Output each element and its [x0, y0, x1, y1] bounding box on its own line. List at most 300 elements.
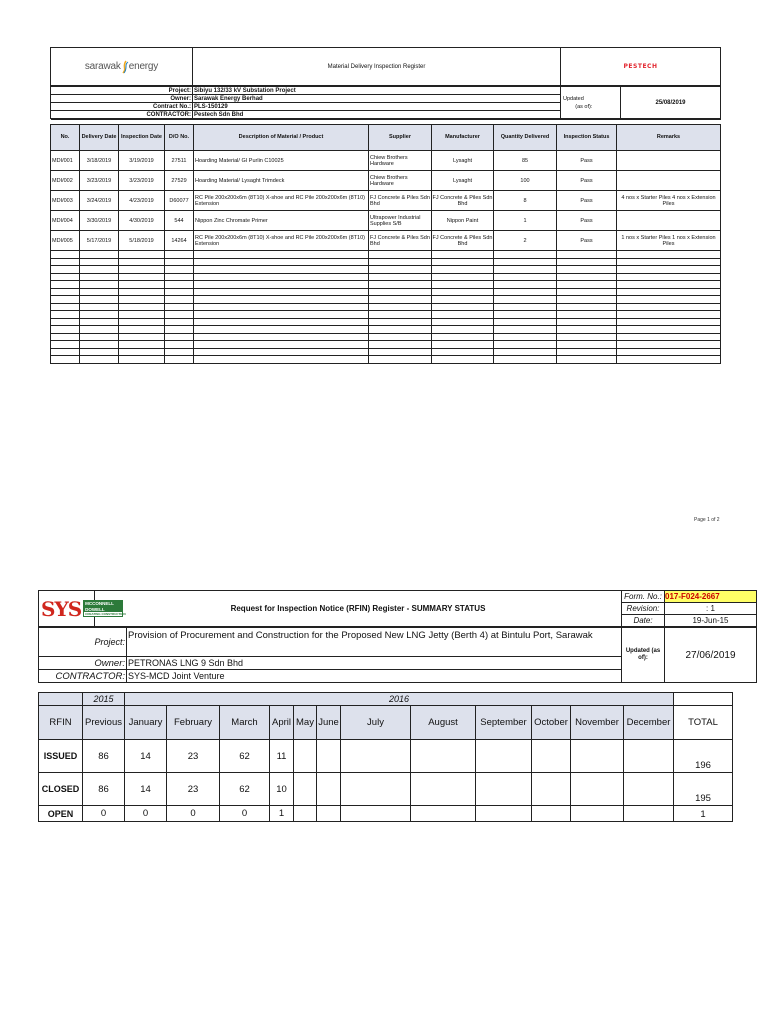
- owner-label: Owner:: [51, 95, 193, 103]
- rfin-cell: [294, 740, 317, 773]
- empty-row: [51, 311, 721, 319]
- empty-row: [51, 326, 721, 334]
- cell-manufacturer: Lysaght: [432, 151, 494, 171]
- empty-cell: [617, 303, 721, 311]
- cell-remarks: 1 nos x Starter Piles 1 nos x Extension Piles: [617, 231, 721, 251]
- empty-row: [51, 288, 721, 296]
- empty-cell: [80, 281, 119, 289]
- sys-mcd-logo: [39, 591, 126, 627]
- rfin-owner-label: Owner:: [39, 657, 127, 670]
- empty-cell: [51, 333, 80, 341]
- mdi-col-header: Delivery Date: [80, 125, 119, 151]
- empty-cell: [119, 303, 165, 311]
- energy-swirl-icon: [121, 60, 129, 74]
- cell-no: MDI/005: [51, 231, 80, 251]
- empty-cell: [51, 288, 80, 296]
- cell-inspection: 3/19/2019: [119, 151, 165, 171]
- cell-supplier: FJ Concrete & Piles Sdn Bhd: [369, 191, 432, 211]
- empty-row: [51, 281, 721, 289]
- empty-cell: [617, 341, 721, 349]
- rfin-row-label: CLOSED: [39, 773, 83, 806]
- page-number: Page 1 of 2: [694, 517, 720, 523]
- rfin-cell: [341, 773, 411, 806]
- empty-cell: [432, 311, 494, 319]
- mdi-column-headers: [51, 125, 721, 151]
- rfin-cell: 10: [270, 773, 294, 806]
- empty-cell: [194, 258, 369, 266]
- rfin-cell: [624, 740, 674, 773]
- table-row: [51, 171, 721, 191]
- empty-cell: [194, 326, 369, 334]
- rfin-cell: 11: [270, 740, 294, 773]
- rfin-cell: 14: [125, 773, 167, 806]
- rfin-col-header: Previous: [83, 706, 125, 740]
- empty-cell: [119, 356, 165, 364]
- empty-cell: [557, 251, 617, 259]
- sys-logo: SYS: [41, 596, 82, 621]
- rfin-cell: 23: [167, 740, 220, 773]
- mdi-col-header: Quantity Delivered: [494, 125, 557, 151]
- rfin-col-header: August: [411, 706, 476, 740]
- empty-cell: [119, 341, 165, 349]
- updated-value: 25/08/2019: [621, 87, 721, 119]
- empty-cell: [80, 266, 119, 274]
- rfin-cell: [411, 740, 476, 773]
- rfin-row-label: OPEN: [39, 806, 83, 822]
- empty-cell: [119, 258, 165, 266]
- empty-cell: [119, 333, 165, 341]
- cell-do: 27511: [165, 151, 194, 171]
- empty-cell: [80, 303, 119, 311]
- empty-cell: [165, 348, 194, 356]
- mdi-register-page: [50, 47, 720, 364]
- empty-cell: [119, 251, 165, 259]
- mdi-col-header: Inspection Date: [119, 125, 165, 151]
- empty-row: [51, 318, 721, 326]
- rfin-cell: [532, 806, 571, 822]
- table-row: [51, 151, 721, 171]
- rfin-cell: 0: [83, 806, 125, 822]
- rfin-summary-table: [38, 692, 733, 822]
- mcconnell-dowell-logo: [83, 600, 126, 617]
- empty-cell: [432, 288, 494, 296]
- empty-cell: [557, 281, 617, 289]
- rfin-cell: [317, 773, 341, 806]
- rfin-cell: 86: [83, 773, 125, 806]
- empty-cell: [432, 326, 494, 334]
- empty-cell: [432, 356, 494, 364]
- empty-cell: [51, 356, 80, 364]
- cell-delivery: 3/24/2019: [80, 191, 119, 211]
- cell-status: Pass: [557, 211, 617, 231]
- rfin-cell: [317, 740, 341, 773]
- rfin-cell: 0: [220, 806, 270, 822]
- rfin-col-header: April: [270, 706, 294, 740]
- rfin-register-page: [38, 590, 756, 822]
- empty-cell: [51, 341, 80, 349]
- mdi-table-body: [51, 151, 721, 364]
- cell-no: MDI/001: [51, 151, 80, 171]
- empty-cell: [165, 356, 194, 364]
- contract-value: PLS-150129: [193, 103, 561, 111]
- empty-cell: [494, 296, 557, 304]
- empty-cell: [369, 273, 432, 281]
- rfin-cell: 0: [167, 806, 220, 822]
- empty-cell: [80, 288, 119, 296]
- empty-cell: [369, 311, 432, 319]
- rfin-col-header: March: [220, 706, 270, 740]
- empty-cell: [557, 348, 617, 356]
- cell-manufacturer: FJ Concrete & Piles Sdn Bhd: [432, 231, 494, 251]
- empty-cell: [51, 303, 80, 311]
- rfin-cell: [317, 806, 341, 822]
- empty-cell: [165, 318, 194, 326]
- empty-cell: [617, 251, 721, 259]
- empty-cell: [617, 288, 721, 296]
- empty-cell: [80, 258, 119, 266]
- empty-cell: [194, 273, 369, 281]
- form-no-label: Form. No.:: [622, 591, 665, 603]
- empty-cell: [194, 251, 369, 259]
- empty-cell: [165, 311, 194, 319]
- empty-cell: [165, 296, 194, 304]
- empty-cell: [432, 258, 494, 266]
- sarawak-logo-text-a: sarawak: [84, 61, 121, 73]
- rfin-col-header: October: [532, 706, 571, 740]
- empty-row: [51, 303, 721, 311]
- empty-cell: [119, 288, 165, 296]
- empty-cell: [617, 326, 721, 334]
- empty-cell: [617, 281, 721, 289]
- empty-cell: [51, 266, 80, 274]
- empty-cell: [80, 326, 119, 334]
- empty-cell: [557, 273, 617, 281]
- cell-status: Pass: [557, 231, 617, 251]
- empty-cell: [194, 356, 369, 364]
- empty-cell: [119, 311, 165, 319]
- rfin-col-header: November: [571, 706, 624, 740]
- empty-cell: [51, 281, 80, 289]
- empty-cell: [119, 281, 165, 289]
- empty-row: [51, 333, 721, 341]
- cell-qty: 8: [494, 191, 557, 211]
- empty-cell: [617, 296, 721, 304]
- year-row-total-blank: [674, 693, 733, 706]
- empty-cell: [617, 356, 721, 364]
- cell-qty: 85: [494, 151, 557, 171]
- year-2016: 2016: [125, 693, 674, 706]
- rfin-updated-label: Updated (as of):: [622, 628, 665, 683]
- mdi-header-table: [50, 47, 721, 86]
- rfin-title: Request for Inspection Notice (RFIN) Register - SUMMARY STATUS: [95, 591, 622, 627]
- year-2015: 2015: [83, 693, 125, 706]
- cell-qty: 100: [494, 171, 557, 191]
- empty-cell: [557, 288, 617, 296]
- empty-cell: [432, 251, 494, 259]
- empty-cell: [119, 266, 165, 274]
- updated-label-text: Updated: [563, 95, 584, 102]
- empty-cell: [617, 273, 721, 281]
- empty-cell: [80, 333, 119, 341]
- empty-cell: [494, 348, 557, 356]
- rfin-col-header: RFIN: [39, 706, 83, 740]
- empty-cell: [369, 258, 432, 266]
- cell-desc: Nippon Zinc Chromate Primer: [194, 211, 369, 231]
- updated-label: [561, 87, 621, 119]
- cell-supplier: Chiew Brothers Hardware: [369, 151, 432, 171]
- rfin-contractor-label: CONTRACTOR:: [39, 670, 127, 683]
- empty-cell: [80, 273, 119, 281]
- cell-supplier: Chiew Brothers Hardware: [369, 171, 432, 191]
- empty-cell: [617, 348, 721, 356]
- owner-value: Sarawak Energy Berhad: [193, 95, 561, 103]
- empty-cell: [369, 266, 432, 274]
- empty-cell: [165, 341, 194, 349]
- empty-cell: [194, 348, 369, 356]
- empty-cell: [369, 251, 432, 259]
- rfin-row-closed: [39, 773, 733, 806]
- empty-cell: [432, 318, 494, 326]
- empty-cell: [369, 333, 432, 341]
- rfin-updated-value: 27/06/2019: [665, 628, 757, 683]
- rfin-cell: [341, 740, 411, 773]
- empty-cell: [369, 326, 432, 334]
- cell-no: MDI/002: [51, 171, 80, 191]
- empty-cell: [80, 341, 119, 349]
- rfin-row-open: [39, 806, 733, 822]
- cell-manufacturer: FJ Concrete & Piles Sdn Bhd: [432, 191, 494, 211]
- rfin-col-header: May: [294, 706, 317, 740]
- empty-cell: [494, 341, 557, 349]
- empty-cell: [51, 251, 80, 259]
- empty-cell: [369, 303, 432, 311]
- empty-cell: [432, 266, 494, 274]
- cell-no: MDI/004: [51, 211, 80, 231]
- rfin-cell: [411, 806, 476, 822]
- rfin-cell: 1: [270, 806, 294, 822]
- as-of-label: (as of):: [575, 103, 593, 110]
- empty-cell: [51, 296, 80, 304]
- rfin-cell: 62: [220, 740, 270, 773]
- empty-cell: [80, 251, 119, 259]
- contractor-label: CONTRACTOR:: [51, 111, 193, 119]
- cell-remarks: [617, 171, 721, 191]
- sarawak-energy-logo: [51, 48, 193, 86]
- empty-cell: [432, 273, 494, 281]
- empty-cell: [557, 311, 617, 319]
- rfin-cell: [571, 806, 624, 822]
- cell-no: MDI/003: [51, 191, 80, 211]
- empty-cell: [194, 296, 369, 304]
- rfin-col-header: February: [167, 706, 220, 740]
- mcd-logo-line1: MCCONNELL: [84, 601, 122, 607]
- rfin-cell: [532, 773, 571, 806]
- empty-cell: [119, 318, 165, 326]
- revision-value: : 1: [665, 603, 757, 615]
- empty-cell: [80, 296, 119, 304]
- table-row: [51, 191, 721, 211]
- rfin-cell: [341, 806, 411, 822]
- rfin-project-info: [38, 627, 757, 683]
- empty-cell: [165, 266, 194, 274]
- table-row: [51, 231, 721, 251]
- mdi-data-table: [50, 119, 721, 364]
- empty-cell: [557, 356, 617, 364]
- rfin-cell: [571, 773, 624, 806]
- empty-cell: [432, 348, 494, 356]
- date-label: Date:: [622, 615, 665, 627]
- cell-inspection: 3/23/2019: [119, 171, 165, 191]
- project-value: Sibiyu 132/33 kV Substation Project: [193, 87, 561, 95]
- empty-cell: [494, 326, 557, 334]
- empty-cell: [432, 296, 494, 304]
- cell-do: 14264: [165, 231, 194, 251]
- empty-cell: [557, 333, 617, 341]
- rfin-cell: [476, 740, 532, 773]
- rfin-col-header: December: [624, 706, 674, 740]
- cell-status: Pass: [557, 151, 617, 171]
- empty-cell: [194, 318, 369, 326]
- empty-cell: [557, 258, 617, 266]
- empty-row: [51, 251, 721, 259]
- rfin-table-body: [39, 740, 733, 822]
- date-value: 19-Jun-15: [665, 615, 757, 627]
- rfin-project-value: Provision of Procurement and Construction for the Proposed New LNG Jetty (Berth 4) at Bintulu Port, Sarawak: [127, 628, 622, 657]
- mdi-col-header: No.: [51, 125, 80, 151]
- empty-cell: [557, 318, 617, 326]
- form-no-value: 017-F024-2667: [665, 591, 757, 603]
- rfin-total-cell: 1: [674, 806, 733, 822]
- cell-delivery: 3/23/2019: [80, 171, 119, 191]
- empty-cell: [617, 258, 721, 266]
- empty-cell: [617, 318, 721, 326]
- empty-row: [51, 273, 721, 281]
- mdi-col-header: Description of Material / Product: [194, 125, 369, 151]
- empty-row: [51, 341, 721, 349]
- empty-cell: [80, 348, 119, 356]
- empty-cell: [494, 273, 557, 281]
- cell-desc: RC Pile 200x200x6m (8T10) X-shoe and RC Pile 200x200x6m (8T10) Extension: [194, 231, 369, 251]
- empty-cell: [557, 296, 617, 304]
- empty-cell: [369, 341, 432, 349]
- empty-cell: [194, 266, 369, 274]
- mcd-logo-tagline: CREATING CONSTRUCTION: [85, 612, 126, 616]
- cell-remarks: 4 nos x Starter Piles 4 nos x Extension Piles: [617, 191, 721, 211]
- empty-cell: [80, 318, 119, 326]
- sarawak-logo-text-b: energy: [128, 61, 159, 73]
- empty-cell: [165, 251, 194, 259]
- cell-supplier: FJ Concrete & Piles Sdn Bhd: [369, 231, 432, 251]
- rfin-col-header: TOTAL: [674, 706, 733, 740]
- rfin-cell: 14: [125, 740, 167, 773]
- empty-cell: [194, 333, 369, 341]
- empty-row: [51, 348, 721, 356]
- empty-row: [51, 258, 721, 266]
- rfin-row-issued: [39, 740, 733, 773]
- empty-cell: [194, 341, 369, 349]
- empty-cell: [369, 281, 432, 289]
- cell-manufacturer: Nippon Paint: [432, 211, 494, 231]
- empty-row: [51, 296, 721, 304]
- empty-cell: [51, 348, 80, 356]
- cell-inspection: 4/23/2019: [119, 191, 165, 211]
- empty-row: [51, 266, 721, 274]
- mdi-title: Material Delivery Inspection Register: [193, 48, 561, 86]
- empty-cell: [494, 333, 557, 341]
- empty-cell: [165, 303, 194, 311]
- empty-row: [51, 356, 721, 364]
- empty-cell: [194, 311, 369, 319]
- rfin-cell: [476, 806, 532, 822]
- month-header-row: [39, 706, 733, 740]
- empty-cell: [494, 281, 557, 289]
- empty-cell: [80, 356, 119, 364]
- project-label: Project:: [51, 87, 193, 95]
- rfin-project-label: Project:: [39, 628, 127, 657]
- empty-cell: [51, 318, 80, 326]
- mcd-logo-line2: DOWELL: [84, 607, 122, 613]
- empty-cell: [557, 341, 617, 349]
- rfin-cell: [294, 806, 317, 822]
- empty-cell: [617, 311, 721, 319]
- empty-cell: [494, 318, 557, 326]
- empty-cell: [617, 266, 721, 274]
- empty-cell: [165, 281, 194, 289]
- empty-cell: [369, 356, 432, 364]
- mdi-col-header: Remarks: [617, 125, 721, 151]
- empty-cell: [51, 311, 80, 319]
- cell-inspection: 4/30/2019: [119, 211, 165, 231]
- empty-cell: [194, 303, 369, 311]
- empty-cell: [432, 281, 494, 289]
- rfin-cell: [532, 740, 571, 773]
- empty-cell: [494, 356, 557, 364]
- cell-desc: Hoarding Material/ Lysaght Trimdeck: [194, 171, 369, 191]
- empty-cell: [494, 303, 557, 311]
- empty-cell: [194, 288, 369, 296]
- rfin-cell: 0: [125, 806, 167, 822]
- empty-cell: [494, 251, 557, 259]
- pestech-logo: PESTECH: [561, 48, 721, 86]
- cell-do: 27529: [165, 171, 194, 191]
- empty-cell: [119, 296, 165, 304]
- cell-desc: Hoarding Material/ GI Purlin C10025: [194, 151, 369, 171]
- rfin-cell: [571, 740, 624, 773]
- rfin-cell: [476, 773, 532, 806]
- empty-cell: [119, 273, 165, 281]
- rfin-cell: [624, 806, 674, 822]
- cell-supplier: Ultrapower Industrial Supplies S/B: [369, 211, 432, 231]
- empty-cell: [51, 326, 80, 334]
- empty-cell: [494, 311, 557, 319]
- cell-status: Pass: [557, 171, 617, 191]
- rfin-col-header: January: [125, 706, 167, 740]
- empty-cell: [369, 288, 432, 296]
- empty-cell: [165, 326, 194, 334]
- rfin-cell: [624, 773, 674, 806]
- mdi-col-header: Inspection Status: [557, 125, 617, 151]
- mdi-col-header: Supplier: [369, 125, 432, 151]
- rfin-col-header: June: [317, 706, 341, 740]
- cell-delivery: 3/18/2019: [80, 151, 119, 171]
- empty-cell: [557, 326, 617, 334]
- rfin-contractor-value: SYS-MCD Joint Venture: [127, 670, 622, 683]
- empty-cell: [432, 333, 494, 341]
- empty-cell: [194, 281, 369, 289]
- cell-qty: 1: [494, 211, 557, 231]
- empty-cell: [80, 311, 119, 319]
- empty-cell: [617, 333, 721, 341]
